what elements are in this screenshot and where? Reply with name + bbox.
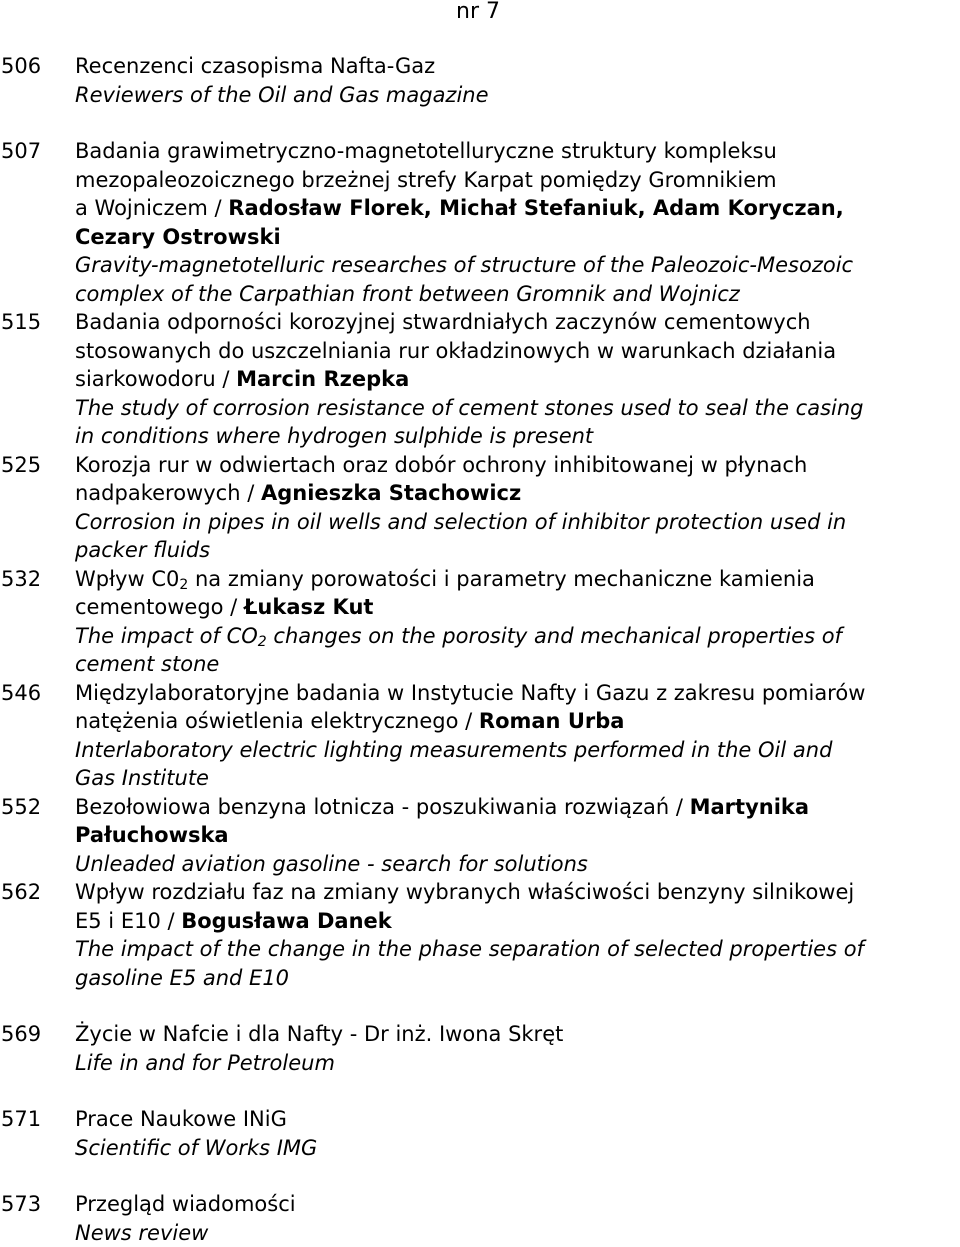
page-number: 546 xyxy=(1,679,41,708)
english-title-line: Gas Institute xyxy=(75,764,960,793)
issue-number: nr 7 xyxy=(456,0,500,26)
polish-title-line: a Wojniczem / Radosław Florek, Michał Stefaniuk, Adam Koryczan, xyxy=(75,194,960,223)
polish-title-line: Prace Naukowe INiG xyxy=(75,1105,960,1134)
english-title-line: gasoline E5 and E10 xyxy=(75,964,960,993)
toc-entry-532 xyxy=(0,565,960,679)
english-title-line: The study of corrosion resistance of cement stones used to seal the casing xyxy=(75,394,960,423)
authors: Roman Urba xyxy=(479,709,625,733)
toc-entry-507 xyxy=(0,137,960,308)
english-title-line: in conditions where hydrogen sulphide is present xyxy=(75,422,960,451)
page-number: 515 xyxy=(1,308,41,337)
english-title-line: complex of the Carpathian front between Gromnik and Wojnicz xyxy=(75,280,960,309)
polish-title-line: natężenia oświetlenia elektrycznego / Roman Urba xyxy=(75,707,960,736)
polish-title-line: cementowego / Łukasz Kut xyxy=(75,593,960,622)
page-number: 573 xyxy=(1,1190,41,1219)
toc-entry-546 xyxy=(0,679,960,793)
english-title-line: News review xyxy=(75,1219,960,1247)
authors: Marcin Rzepka xyxy=(236,367,409,391)
english-title-line: cement stone xyxy=(75,650,960,679)
page-number: 569 xyxy=(1,1020,41,1049)
toc-entry-573 xyxy=(0,1190,960,1247)
toc-entry-552 xyxy=(0,793,960,879)
authors-line xyxy=(75,223,960,252)
polish-title-line: Badania odporności korozyjnej stwardniałych zaczynów cementowych xyxy=(75,308,960,337)
page-number: 507 xyxy=(1,137,41,166)
english-title-line: Life in and for Petroleum xyxy=(75,1049,960,1078)
polish-title-line: stosowanych do uszczelniania rur okładzinowych w warunkach działania xyxy=(75,337,960,366)
page-number: 532 xyxy=(1,565,41,594)
authors: Martynika xyxy=(690,795,809,819)
polish-title-line: Przegląd wiadomości xyxy=(75,1190,960,1219)
page-number: 571 xyxy=(1,1105,41,1134)
authors: Radosław Florek, Michał Stefaniuk, Adam Koryczan, xyxy=(228,196,843,220)
polish-title-line: Korozja rur w odwiertach oraz dobór ochrony inhibitowanej w płynach xyxy=(75,451,960,480)
authors: Łukasz Kut xyxy=(244,595,374,619)
authors: Cezary Ostrowski xyxy=(75,225,281,249)
authors: Pałuchowska xyxy=(75,823,229,847)
english-title-line: Unleaded aviation gasoline - search for solutions xyxy=(75,850,960,879)
english-title-line: Scientific of Works IMG xyxy=(75,1134,960,1163)
authors: Agnieszka Stachowicz xyxy=(261,481,521,505)
page-number: 562 xyxy=(1,878,41,907)
polish-title-line: Recenzenci czasopisma Nafta-Gaz xyxy=(75,52,960,81)
polish-title-line: siarkowodoru / Marcin Rzepka xyxy=(75,365,960,394)
english-title-line: Corrosion in pipes in oil wells and selection of inhibitor protection used in xyxy=(75,508,960,537)
page-number: 506 xyxy=(1,52,41,81)
toc-entry-571 xyxy=(0,1105,960,1162)
polish-title-line: nadpakerowych / Agnieszka Stachowicz xyxy=(75,479,960,508)
english-title-line: Gravity-magnetotelluric researches of structure of the Paleozoic-Mesozoic xyxy=(75,251,960,280)
toc-entry-515 xyxy=(0,308,960,451)
toc-entry-525 xyxy=(0,451,960,565)
polish-title-line: Wpływ $C0_2$ na zmiany porowatości i parametry mechaniczne kamienia xyxy=(75,565,960,594)
polish-title-line: Międzylaboratoryjne badania w Instytucie Nafty i Gazu z zakresu pomiarów xyxy=(75,679,960,708)
authors: Bogusława Danek xyxy=(181,909,392,933)
english-title-line: The impact of $CO_2$ changes on the porosity and mechanical properties of xyxy=(75,622,960,651)
table-of-contents xyxy=(0,52,960,1247)
page-number: 552 xyxy=(1,793,41,822)
toc-entry-562 xyxy=(0,878,960,992)
polish-title-line: E5 i E10 / Bogusława Danek xyxy=(75,907,960,936)
toc-entry-569 xyxy=(0,1020,960,1077)
polish-title-line: mezopaleozoicznego brzeżnej strefy Karpat pomiędzy Gromnikiem xyxy=(75,166,960,195)
english-title-line: The impact of the change in the phase separation of selected properties of xyxy=(75,935,960,964)
toc-entry-506 xyxy=(0,52,960,109)
polish-title-line: Życie w Nafcie i dla Nafty - Dr inż. Iwona Skręt xyxy=(75,1020,960,1049)
english-title-line: Interlaboratory electric lighting measurements performed in the Oil and xyxy=(75,736,960,765)
polish-title-line: Badania grawimetryczno-magnetotelluryczne struktury kompleksu xyxy=(75,137,960,166)
page-number: 525 xyxy=(1,451,41,480)
authors-line xyxy=(75,821,960,850)
polish-title-line: Wpływ rozdziału faz na zmiany wybranych właściwości benzyny silnikowej xyxy=(75,878,960,907)
polish-title-line: Bezołowiowa benzyna lotnicza - poszukiwania rozwiązań / Martynika xyxy=(75,793,960,822)
english-title-line: packer fluids xyxy=(75,536,960,565)
english-title-line: Reviewers of the Oil and Gas magazine xyxy=(75,81,960,110)
